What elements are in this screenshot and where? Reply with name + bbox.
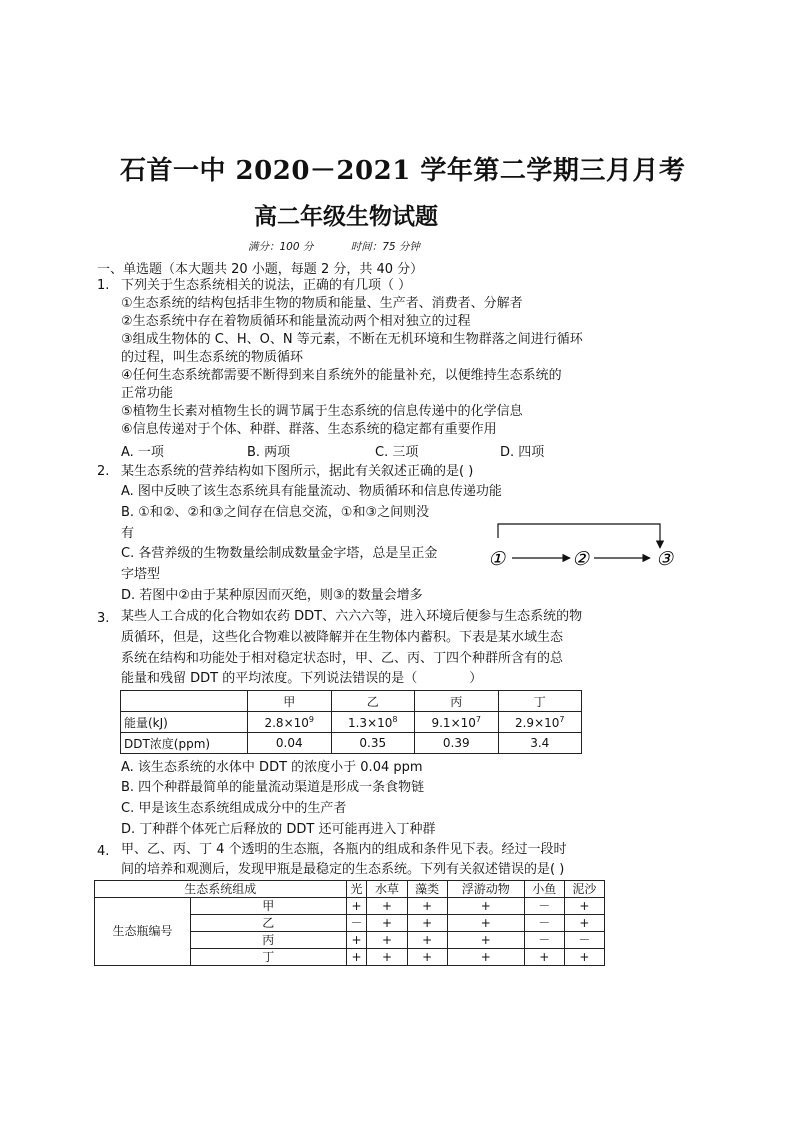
bottle-name: 丙 <box>191 932 347 949</box>
exam-time: 时间：75 分钟 <box>350 241 420 253</box>
table-header: 乙 <box>331 691 415 712</box>
ddt-cell: 0.04 <box>248 733 332 754</box>
q1-option-a: A. 一项 <box>121 445 164 460</box>
row-group-label: 生态瓶编号 <box>95 898 191 966</box>
q4-number: 4. <box>97 844 110 859</box>
table-cell: － <box>564 932 604 949</box>
q2-option-b-cont: 有 <box>121 526 135 541</box>
bottle-name: 乙 <box>191 915 347 932</box>
q1-option-b: B. 两项 <box>247 445 291 460</box>
table-cell: + <box>564 949 604 966</box>
q3-option-c: C. 甲是该生态系统组成成分中的生产者 <box>121 801 347 816</box>
row-label: 能量(kJ) <box>121 712 248 733</box>
table-cell: + <box>447 949 524 966</box>
q2-option-d: D. 若图中②由于某种原因而灭绝，则③的数量会增多 <box>121 588 423 603</box>
table-cell: + <box>447 932 524 949</box>
q2-option-c-cont: 字塔型 <box>121 567 161 582</box>
exam-subtitle: 高二年级生物试题 <box>254 203 438 230</box>
food-chain-diagram <box>482 518 682 572</box>
table-cell: － <box>346 915 367 932</box>
section-heading: 一、单选题（本大题共 20 小题，每题 2 分，共 40 分） <box>97 262 424 277</box>
full-score: 满分：100 分 <box>248 241 314 253</box>
table-cell: + <box>447 915 524 932</box>
table-header: 丁 <box>498 691 582 712</box>
q4-line: 甲、乙、丙、丁 4 个透明的生态瓶，各瓶内的组成和条件见下表。经过一段时 <box>121 842 567 857</box>
q1-option-c: C. 三项 <box>375 445 419 460</box>
node-3: ③ <box>656 548 674 570</box>
row-label: DDT浓度(ppm) <box>121 733 248 754</box>
q1-stem: 下列关于生态系统相关的说法，正确的有几项（ ） <box>121 278 412 293</box>
table-cell: + <box>407 932 447 949</box>
q3-line: 系统在结构和功能处于相对稳定状态时，甲、乙、丙、丁四个种群所含有的总 <box>121 651 564 666</box>
table-cell: + <box>367 915 407 932</box>
q1-line: 的过程，叫生态系统的物质循环 <box>121 350 304 365</box>
table-cell: + <box>346 932 367 949</box>
table-row <box>95 898 605 915</box>
q3-option-b: B. 四个种群最简单的能量流动渠道是形成一条食物链 <box>121 780 425 795</box>
exam-meta <box>248 239 454 254</box>
table-cell: + <box>367 932 407 949</box>
table-header: 小鱼 <box>524 881 564 898</box>
table-cell: + <box>407 949 447 966</box>
ddt-table <box>120 690 582 754</box>
q2-number: 2. <box>97 464 110 479</box>
food-chain-top-line <box>498 524 660 548</box>
table-cell: － <box>524 932 564 949</box>
ddt-cell: 3.4 <box>498 733 582 754</box>
table-header-row <box>95 881 605 898</box>
q1-line: 正常功能 <box>121 386 174 401</box>
table-header: 泥沙 <box>564 881 604 898</box>
energy-cell: $9.1\times 10^7$ <box>415 712 499 733</box>
table-cell: + <box>367 898 407 915</box>
table-header: 藻类 <box>407 881 447 898</box>
q1-line: ⑤植物生长素对植物生长的调节属于生态系统的信息传递中的化学信息 <box>121 404 523 419</box>
table-cell: + <box>346 949 367 966</box>
q1-line: ⑥信息传递对于个体、种群、群落、生态系统的稳定都有重要作用 <box>121 422 497 437</box>
q2-option-b: B. ①和②、②和③之间存在信息交流，①和③之间则没 <box>121 505 430 520</box>
q1-line: ③组成生物体的 C、H、O、N 等元素，不断在无机环境和生物群落之间进行循环 <box>121 332 583 347</box>
q3-line: 能量和残留 DDT 的平均浓度。下列说法错误的是（ ） <box>121 671 483 686</box>
table-cell: － <box>524 898 564 915</box>
q4-line: 间的培养和观测后，发现甲瓶是最稳定的生态系统。下列有关叙述错误的是( ) <box>121 862 565 877</box>
exam-title: 石首一中 2020－2021 学年第二学期三月月考 <box>120 156 686 186</box>
ecosystem-bottle-table <box>94 880 605 966</box>
q1-line: ①生态系统的结构包括非生物的物质和能量、生产者、消费者、分解者 <box>121 296 523 311</box>
table-header: 甲 <box>248 691 332 712</box>
q1-line: ④任何生态系统都需要不断得到来自系统外的能量补充，以便维持生态系统的 <box>121 368 562 383</box>
q1-line: ②生态系统中存在着物质循环和能量流动两个相对独立的过程 <box>121 314 471 329</box>
table-cell: + <box>346 898 367 915</box>
q3-option-a: A. 该生态系统的水体中 DDT 的浓度小于 0.04 ppm <box>121 760 423 775</box>
table-cell: + <box>564 898 604 915</box>
energy-cell: $2.8\times 10^9$ <box>248 712 332 733</box>
q3-line: 某些人工合成的化合物如农药 DDT、六六六等，进入环境后便参与生态系统的物 <box>121 609 583 624</box>
ddt-cell: 0.39 <box>415 733 499 754</box>
q3-option-d: D. 丁种群个体死亡后释放的 DDT 还可能再进入丁种群 <box>121 822 436 837</box>
table-cell: + <box>447 898 524 915</box>
q3-number: 3. <box>97 611 110 626</box>
table-header: 水草 <box>367 881 407 898</box>
q2-option-c: C. 各营养级的生物数量绘制成数量金字塔，总是呈正金 <box>121 546 438 561</box>
q2-option-a: A. 图中反映了该生态系统具有能量流动、物质循环和信息传递功能 <box>121 484 502 499</box>
bottle-name: 丁 <box>191 949 347 966</box>
node-2: ② <box>572 548 590 570</box>
node-1: ① <box>488 548 506 570</box>
table-header: 光 <box>346 881 367 898</box>
table-cell: － <box>524 915 564 932</box>
q1-option-d: D. 四项 <box>500 445 545 460</box>
table-header: 浮游动物 <box>447 881 524 898</box>
table-cell: + <box>564 915 604 932</box>
table-header-row <box>121 691 582 712</box>
table-corner <box>121 691 248 712</box>
table-cell: + <box>407 915 447 932</box>
table-cell: + <box>524 949 564 966</box>
q3-line: 质循环，但是，这些化合物难以被降解并在生物体内蓄积。下表是某水域生态 <box>121 630 564 645</box>
table-row <box>121 733 582 754</box>
table-header: 丙 <box>415 691 499 712</box>
ddt-cell: 0.35 <box>331 733 415 754</box>
energy-cell: $2.9\times 10^7$ <box>498 712 582 733</box>
table-cell: + <box>367 949 407 966</box>
bottle-name: 甲 <box>191 898 347 915</box>
table-row <box>121 712 582 733</box>
table-cell: + <box>407 898 447 915</box>
q1-number: 1. <box>97 278 110 293</box>
table-header: 生态系统组成 <box>95 881 347 898</box>
energy-cell: $1.3\times 10^8$ <box>331 712 415 733</box>
q2-stem: 某生态系统的营养结构如下图所示，据此有关叙述正确的是( ) <box>121 464 474 479</box>
